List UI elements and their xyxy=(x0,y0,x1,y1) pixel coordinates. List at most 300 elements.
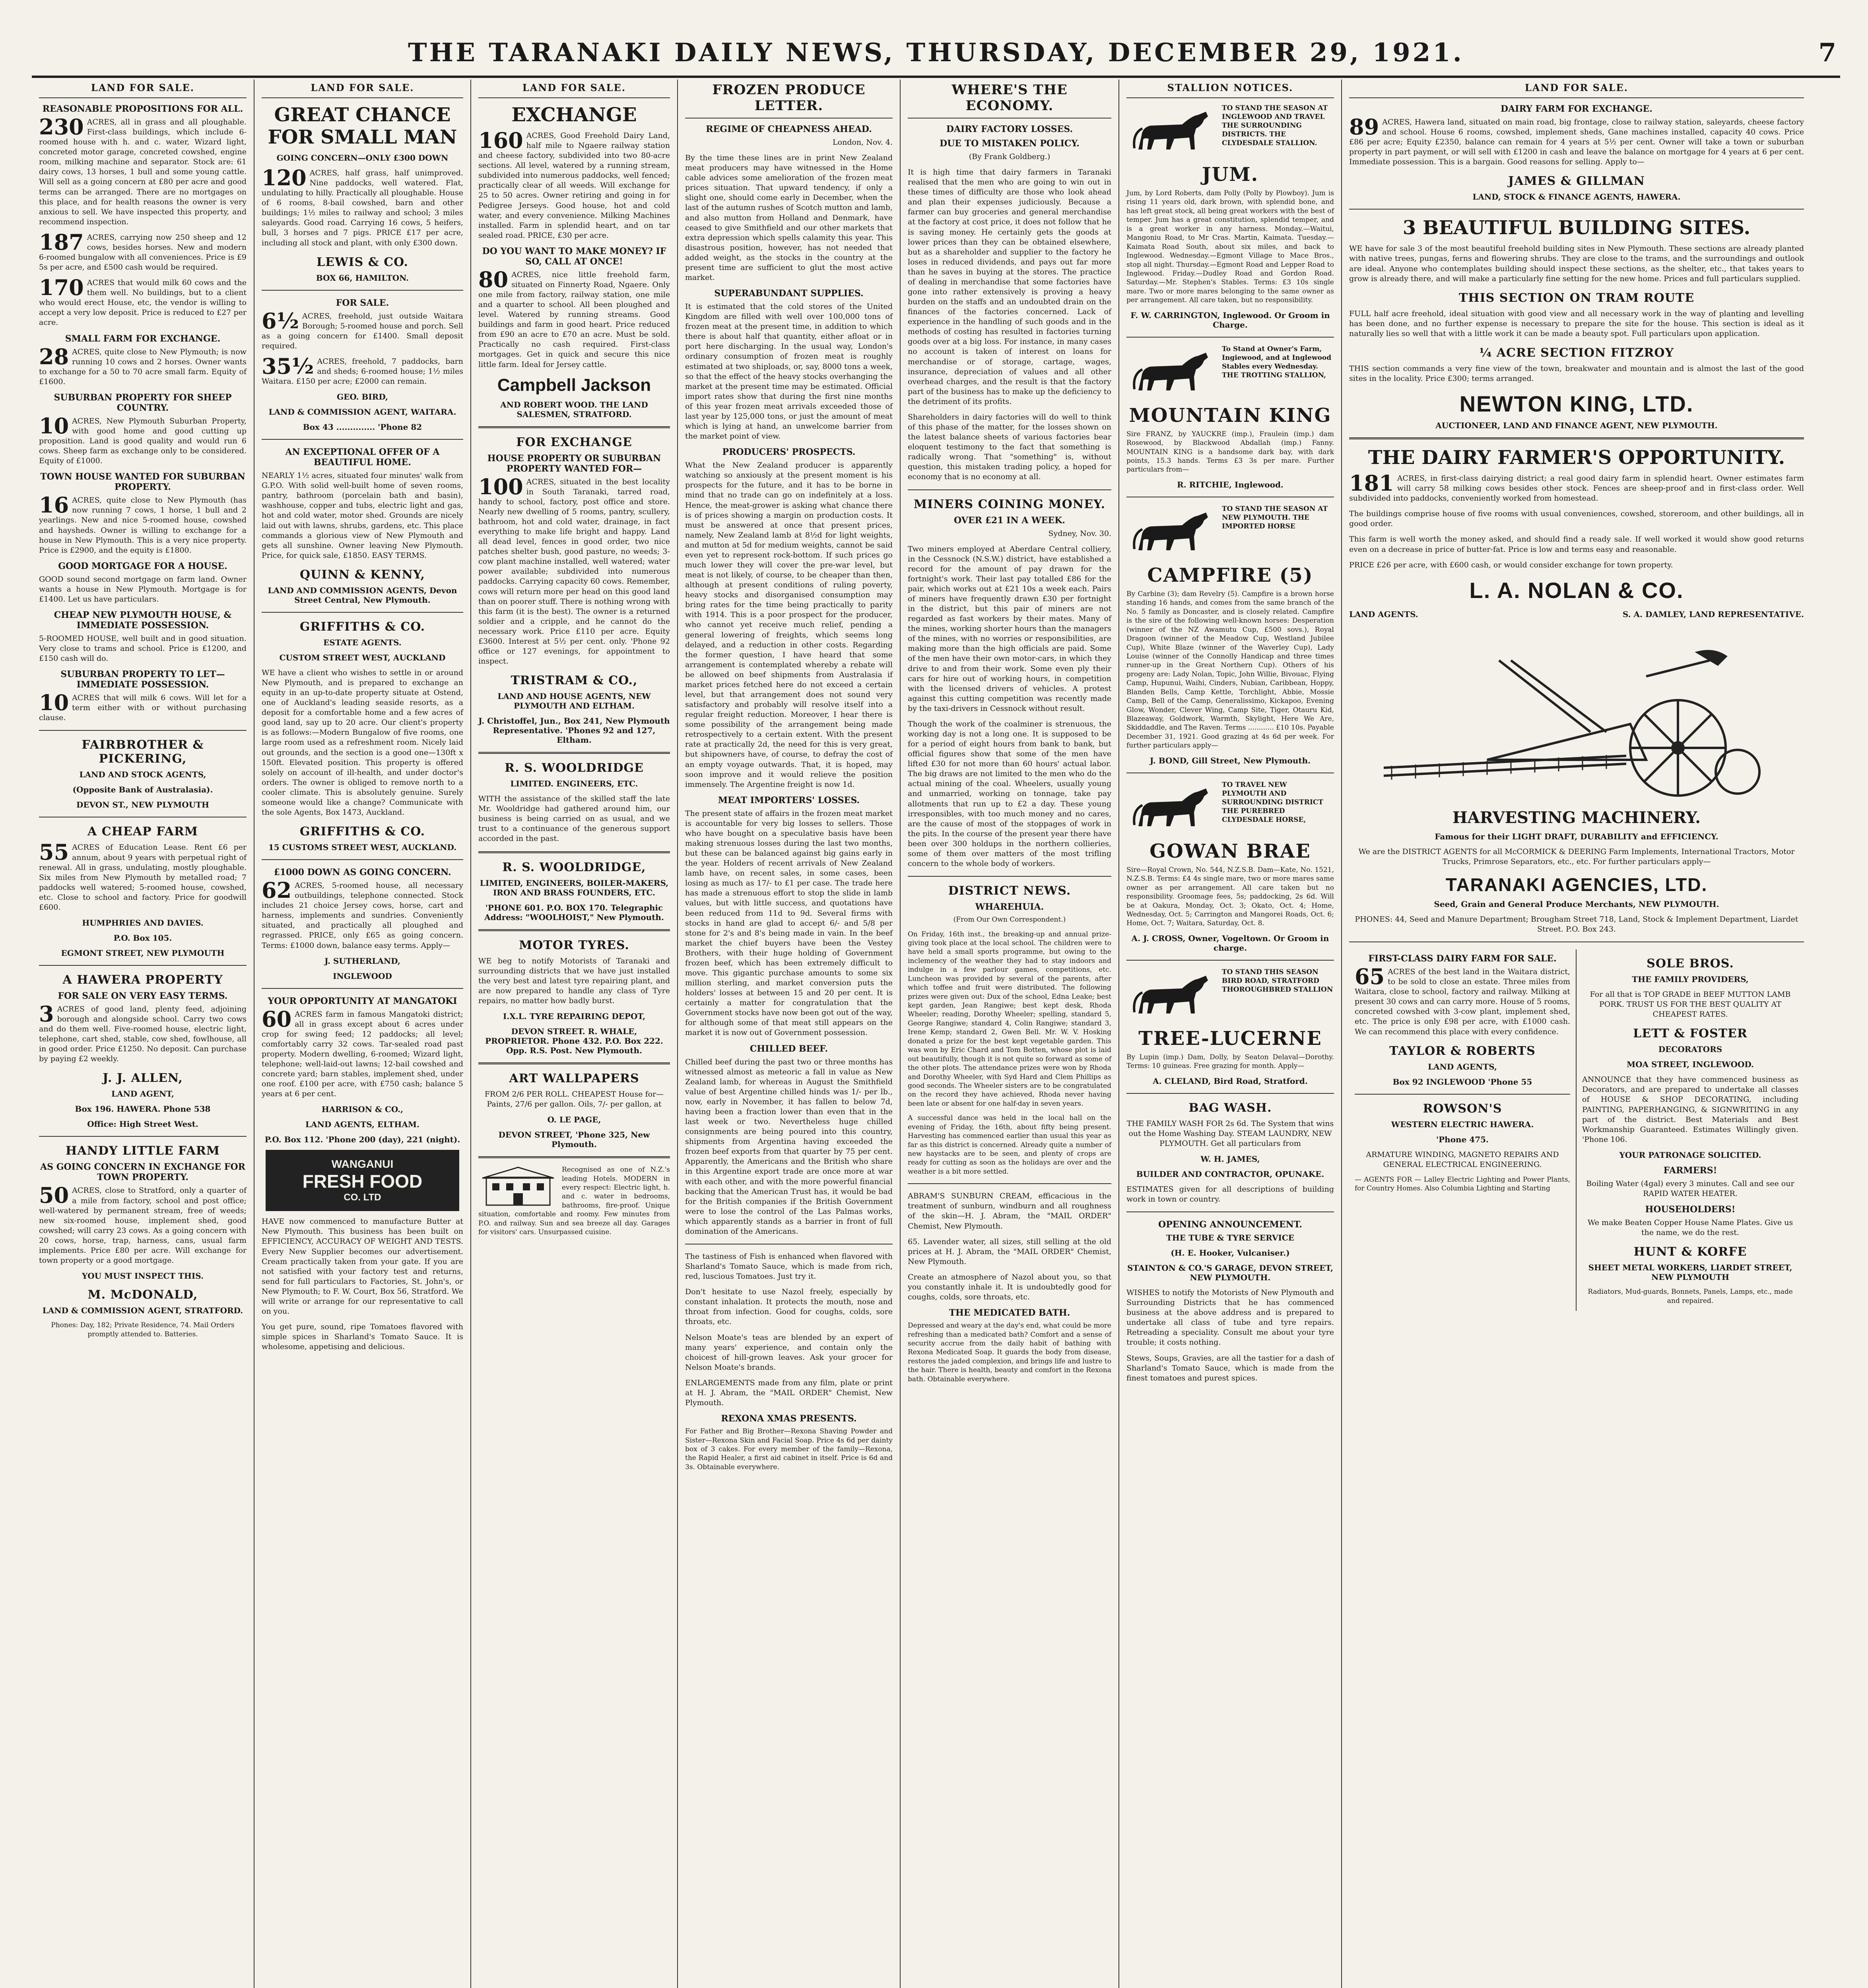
column-2 xyxy=(254,80,471,1988)
logo-line: WANGANUI xyxy=(331,1158,394,1171)
ad-body: For all that is TOP GRADE in BEEF MUTTON LAMB PORK. TRUST US FOR THE BEST QUALITY AT CHEAPEST RATES. xyxy=(1590,990,1791,1019)
firm-name: GRIFFITHS & CO. xyxy=(299,825,425,839)
stallion-notice xyxy=(1126,345,1334,400)
divider xyxy=(478,1156,670,1158)
stallion-name: GOWAN BRAE xyxy=(1150,840,1311,862)
firm-address: STAINTON & CO.'S GARAGE, DEVON STREET, NEW PLYMOUTH. xyxy=(1127,1263,1334,1283)
divider xyxy=(1126,337,1334,338)
ad-heading: GOOD MORTGAGE FOR A HOUSE. xyxy=(58,561,227,571)
ad-body: Boiling Water (4gal) every 3 minutes. Call and see our RAPID WATER HEATER. xyxy=(1586,1179,1794,1198)
ad-text xyxy=(1349,114,1804,167)
ad-body: 65. Lavender water, all sizes, still selling at the old prices at H. J. Abram, the "MAIL ORDER" Chemist, New Plymouth. xyxy=(908,1237,1111,1266)
firm-subtitle: (H. E. Hooker, Vulcaniser.) xyxy=(1171,1248,1290,1258)
ad-heading: SUBURBAN PROPERTY FOR SHEEP COUNTRY. xyxy=(54,392,232,413)
ad-body: ACRES, quite close to New Plymouth (has now running 7 cows, 1 horse, 1 bull and 2 yearlings. New and nice 5-roomed house, cowshed and haysheds. Owner is willing to exchange for a house in New Plymouth. This is a very nice property. Price is £2900, and the equity is £1800. xyxy=(39,496,247,555)
firm-subtitle: S. A. DAMLEY, LAND REPRESENTATIVE. xyxy=(1622,609,1804,619)
column-6 xyxy=(1119,80,1342,1988)
firm-name: R. S. WOOLDRIDGE xyxy=(505,761,644,775)
ad-heading: FOR EXCHANGE xyxy=(516,435,632,449)
stallion-details: By Carbine (3); dam Revelry (5). Campfire is a brown horse standing 16 hands, and comes from the same branch of the No. 5 family as Doncaster, and is closely related. Campfire is the sire of the following well-known horses: Desperation (winner of the NZ Awamutu Cup, £500 sovs.), Royal Dragoon (winner of the Meadow Cup, Westland Jubilee Cup), White Blaze (winner of the Waverley Cup), Lady Louise (winner of the Connolly Handicap and three times runner-up in the Great Northern Cup). Others of his progeny are: Lady Nolan, Topic, John Willie, Bivouac, Flying Camp, Hupunui, Waihi, Cinders, Nubian, Caribbean, Hoppy, Blanden Bells, Camp Kettle, Torchlight, Abbie, Mossie Camp, Bell of the Camp, Generalissimo, Kickapoo, Evening Glow, Wonder, Clever Wing, Camp Site, Tiger, Otauru Kid, Blazeaway, Goldwork, Warmth, Skylight, Here We Are, Skiddaddle, and The Raven. Terms ............ £10 10s. Payable December 31, 1921. Good grazing at 4s 6d per week. For further particulars apply— xyxy=(1126,590,1334,750)
ad-heading: FARMERS! xyxy=(1663,1165,1717,1176)
firm-address: EGMONT STREET, NEW PLYMOUTH xyxy=(61,948,225,958)
firm-name: M. McDONALD, xyxy=(87,1288,198,1302)
ad-body: ACRES, quite close to New Plymouth; is now running 10 cows and 2 horses. Owner wants to exchange for a 50 to 70 acre small farm. Equity of £1600. xyxy=(39,347,247,386)
article-paragraph: On Friday, 16th inst., the breaking-up and annual prize-giving took place at the local school. The children were to have held a small sports programme, but owing to the inclemency of the weather they had to stay indoors and indulge in a few parlour games, competitions, etc. Luncheon was provided by several of the parents, after which toffee and fruit were distributed. The following prizes were given out: Dux of the school, Edna Leake; best kept garden, Jean Rangiwe; best kept desk, Rhoda Wheeler; reading, Dorothy Wheeler; spelling, standard 5, George Rangiwe; standard 4, Colin Rangiwe; standard 3, Irene Kemp; standard 2, Gwen Bell. Mr. W. V. Hosking donated a prize for the best kept vegetable garden. This was won by Eric Chard and Tom Botten, whose plot is laid out beautifully, though it is not quite so forward as some of the other plots. The attendance prizes were won by Rhoda and Dorothy Wheeler, with Syd Hard and Clem Phillips as good seconds. The Wheeler sisters are to be congratulated on the record they have achieved, Rhoda never having been late or absent for one half-day in seven years. xyxy=(908,930,1111,1108)
article-paragraph: By the time these lines are in print New Zealand meat producers may have witnessed in the Home cable advices some amelioration of the frozen meat prices situation. That upward tendency, if only a slight one, should come early in December, when the last of the autumn rushes of Scotch mutton and lamb, and also mutton from Holland and Denmark, have ceased to give Smithfield and our other markets that extra depression which spells calamity this year. This disastrous position, however, has not needed that added weight, as the stocks in the country at the present time are sufficient to glut the most active market. xyxy=(685,153,893,282)
ad-text xyxy=(39,275,247,328)
acreage: 62 xyxy=(262,878,292,903)
ad-body: ACRES, all in grass and all ploughable. First-class buildings, which include 6-roomed house with h. and c. water, Wizard light, concreted motor garage, concreted cowshed, engine room, milking machine and separator. Stock are: 61 dairy cows, 13 horses, 1 bull and some young cattle. Will sell as a going concern at £80 per acre and good terms can be arranged. There are no mortgages on this place, and for health reasons the owner is very anxious to sell. We have inspected this property, and recommend inspection. xyxy=(39,118,247,226)
ad-body: ACRES of good land, plenty feed, adjoining borough and alongside school. Carry two cows and do them well. Five-roomed house, electric light, telephone, cart shed, stable, cow shed, fowlhouse, all in good order. Price £1250. No deposit. Can purchase by paying £2 weekly. xyxy=(39,1004,247,1064)
stallion-name: TREE-LUCERNE xyxy=(1138,1027,1322,1050)
firm-address: Box 196. HAWERA. Phone 538 xyxy=(75,1104,211,1114)
ad-text xyxy=(478,474,670,666)
firm-subtitle: LAND & COMMISSION AGENT, WAITARA. xyxy=(268,407,456,417)
stallion-notice xyxy=(1126,780,1334,836)
ad-text xyxy=(39,229,247,272)
firm-subtitle: LAND, STOCK & FINANCE AGENTS, HAWERA. xyxy=(1472,192,1681,202)
ad-text xyxy=(262,1006,463,1099)
stallion-owner: A. CLELAND, Bird Road, Stratford. xyxy=(1153,1076,1308,1086)
ad-heading: BAG WASH. xyxy=(1188,1101,1272,1115)
stallion-notice xyxy=(1126,505,1334,560)
ad-heading: SUBURBAN PROPERTY TO LET— IMMEDIATE POSSESSION. xyxy=(60,669,225,690)
ad-text xyxy=(39,839,247,912)
firm-address: 'PHONE 601. P.O. BOX 170. Telegraphic Address: "WOOLHOIST," New Plymouth. xyxy=(484,903,664,922)
divider xyxy=(1126,1211,1334,1212)
ad-body: ACRES, carrying now 250 sheep and 12 cows, besides horses. New and modern 6-roomed bungalow with all conveniences. Price is £9 5s per acre, and £500 cash would be required. xyxy=(39,233,247,272)
firm-address: P.O. Box 105. xyxy=(113,933,172,943)
ad-heading: AN EXCEPTIONAL OFFER OF A BEAUTIFUL HOME. xyxy=(285,447,440,468)
ad-body: Don't hesitate to use Nazol freely, especially by constant inhalation. It protects the mouth, nose and throat from infection. Good for coughs, colds, sore throats, etc. xyxy=(685,1287,893,1326)
stallion-details: Jum, by Lord Roberts, dam Polly (Polly by Plowboy). Jum is rising 11 years old, dark brown, with splendid bone, and has left great stock, all being great workers with the best of temper. Jum has a great constitution, splendid temper, and is a great worker in any harness. Monday.—Waitui, Mangoniu Road, to Mr Cras. Martin, Kaimata. Tuesday.—Kaimata Road South, about six miles, and back to Inglewood. Wednesday.—Egmont Village to Mace Bros., stop all night. Thursday.—Egmont Road and Lepper Road to Inglewood. Friday.—Dudley Road and Gordon Road. Saturday.—Mr. Stephen's Stables. Terms: £3 10s single mare. Two or more mares belonging to the same owner as per arrangement. All care taken, but no responsibility. xyxy=(1126,189,1334,305)
stallion-name: CAMPFIRE (5) xyxy=(1147,564,1313,586)
ad-body: ACRES farm in famous Mangatoki district; all in grass except about 6 acres under crop for swing feed; 12 paddocks; all level; comfortably carry 32 cows. Tar-sealed road past property. Modern dwelling, 6-roomed; Wizard light, telephone; well-laid-out lawns; 12-bail cowshed and concrete yard; barn stables, implement shed, under one roof. £100 per acre, with £750 cash; balance 5 years at 6 per cent. xyxy=(262,1010,463,1099)
ad-subheading: HOUSE PROPERTY OR SUBURBAN PROPERTY WANTED FOR— xyxy=(487,453,661,474)
harvester-icon xyxy=(1368,629,1785,804)
acreage: 55 xyxy=(39,839,69,865)
ad-body: Depressed and weary at the day's end, what could be more refreshing than a medicated bath? Comfort and a sense of security accrue from the daily habit of bathing with Rexona Medicated Soap. It guards the body from disease, restores the jaded complexion, and brings life and lustre to the hair. There is health, beauty and comfort in the Rexona bath. Obtainable everywhere. xyxy=(908,1322,1111,1383)
ad-heading: HOUSEHOLDERS! xyxy=(1645,1204,1736,1215)
firm-name: GRIFFITHS & CO. xyxy=(299,619,425,634)
ad-body: ACRES, 5-roomed house, all necessary outbuildings, telephone connected. Stock includes 21 choice Jersey cows, horse, cart and harness, implements and sundries. Conveniently situated, and practically all ploughed and regrassed. PRICE, only £65 as going concern. Terms: £1000 down, balance easy terms. Apply— xyxy=(262,881,463,950)
ad-body: ACRES that will milk 6 cows. Will let for a term either with or without purchasing clause. xyxy=(39,693,247,722)
firm-subtitle: LAND AND STOCK AGENTS, xyxy=(79,770,206,780)
firm-address: P.O. Box 112. 'Phone 200 (day), 221 (night). xyxy=(264,1135,460,1145)
ad-body: You get pure, sound, ripe Tomatoes flavored with simple spices in Sharland's Tomato Sauce. It is wholesome, appetising and delicious. xyxy=(262,1322,463,1351)
byline: (From Our Own Correspondent.) xyxy=(953,916,1066,924)
firm-name: J. J. ALLEN, xyxy=(103,1071,183,1085)
acreage: 65 xyxy=(1355,964,1385,990)
byline: (By Frank Goldberg.) xyxy=(969,152,1051,161)
ad-body: — AGENTS FOR — Lalley Electric Lighting and Power Plants, for Country Homes. Also Columbia Lighting and Starting xyxy=(1355,1175,1570,1193)
ad-body: FULL half acre freehold, ideal situation with good view and all necessary work in the way of planting and levelling has been done, and no further expense is necessary to prepare the site for the house. This section is ideal as it naturally lies so well that with a little work it can be made a beauty spot. Full particulars upon application. xyxy=(1349,309,1804,338)
stallion-caption: TO STAND THIS SEASON BIRD ROAD, STRATFORD THOROUGHBRED STALLION xyxy=(1222,968,1333,994)
divider xyxy=(1126,960,1334,961)
ad-body: ENLARGEMENTS made from any film, plate or print at H. J. Abram, the "MAIL ORDER" Chemist, New Plymouth. xyxy=(685,1378,893,1407)
acreage: 187 xyxy=(39,229,84,255)
ad-heading: OPENING ANNOUNCEMENT. xyxy=(1158,1219,1302,1230)
acreage: 16 xyxy=(39,492,69,518)
ad-heading: DAIRY FARM FOR EXCHANGE. xyxy=(1501,104,1652,114)
divider xyxy=(39,965,247,966)
ad-heading: THE MEDICATED BATH. xyxy=(949,1308,1070,1318)
ad-body: ACRES, freehold, 7 paddocks, barn and sheds; 6-roomed house; 1½ miles Waitara. £150 per acre; £2000 can remain. xyxy=(262,357,463,386)
firm-name: L. A. NOLAN & CO. xyxy=(1469,577,1684,603)
ad-body: ACRES, New Plymouth Suburban Property, with good home and good cutting up proposition. Land is good quality and would run 6 cows. Sheep farm as exchange only to be considered. Equity of £1000. xyxy=(39,416,247,466)
article-subheading: DAIRY FACTORY LOSSES. xyxy=(946,124,1073,134)
wanganui-fresh-food-logo xyxy=(266,1150,459,1211)
ad-body: ACRES, Good Freehold Dairy Land, half mile to Ngaere railway station and cheese factory, subdivided into two 80-acre sections. All level, watered by a running stream, subdivided into numerous paddocks, well fenced; practically clear of all weeds. Will exchange for 25 to 50 acres. Owner retiring and going in for Pedigree Jerseys. Good house, hot and cold water, and every convenience. Milking Machines installed. Farm in splendid heart, and on tar sealed road. PRICE, £30 per acre. xyxy=(478,131,670,240)
stallion-details: Sire FRANZ, by YAUCKRE (imp.), Fraulein (imp.) dam Rosewood, by Blackwood Abdallah (imp.) Fanny. MOUNTAIN KING is a handsome dark bay, with dark points, 15.3 hands. Terms £3 3s per mare. Further particulars from— xyxy=(1126,430,1334,474)
acreage: 80 xyxy=(478,266,509,292)
article-paragraph: Chilled beef during the past two or three months has witnessed almost as meteoric a fall in value as New Zealand lamb, for whereas in August the Smithfield value of best Argentine chilled hinds was 1/- per lb., now, early in November, it has fallen to below 7d, having been a fraction lower than even that in the last week or two. Nevertheless huge chilled consignments are being poured into this country, shipments from Argentina having exceeded the frozen beef exports from that quarter by 75 per cent. Apparently, the Americans and the British who share in this Argentine export trade are once more at war with each other, and with the more powerful financial backing that the American Trust has, it would be bad for the British companies if the British Government were to lose the control of the Las Palmas works, which apparently stands as a barrier in front of full domination of the Americans. xyxy=(685,1057,893,1236)
ad-text xyxy=(39,690,247,723)
firm-name: J. SUTHERLAND, xyxy=(324,956,400,966)
ad-body: Create an atmosphere of Nazol about you, so that you constantly inhale it. It is undoubtedly good for coughs, colds, sore throats, etc. xyxy=(908,1272,1111,1302)
dateline: Sydney, Nov. 30. xyxy=(1048,529,1111,538)
ad-body: Radiators, Mud-guards, Bonnets, Panels, Lamps, etc., made and repaired. xyxy=(1588,1288,1793,1305)
ad-body: ACRES, nice little freehold farm, situated on Finnerty Road, Ngaere. Only one mile from factory, railway station, one mile and a quarter to school. All been ploughed and level. Watered by running streams. Good buildings and farm in good heart. Price reduced from £90 an acre to £70 an acre. Must be sold. Practically no cash required. First-class mortgages. Get in quick and secure this nice little farm. Ideal for Jersey cattle. xyxy=(478,270,670,369)
stallion-caption: TO STAND THE SEASON AT INGLEWOOD AND TRAVEL THE SURROUNDING DISTRICTS. THE CLYDESDALE STALLION. xyxy=(1222,104,1328,148)
article-subheading: WHAREHUIA. xyxy=(975,902,1044,912)
ad-text xyxy=(39,492,247,555)
ad-body: PRICE £26 per acre, with £600 cash, or would consider exchange for town property. xyxy=(1349,560,1673,569)
ad-text xyxy=(1349,470,1804,503)
horse-icon xyxy=(1126,505,1218,560)
article-subheading: REGIME OF CHEAPNESS AHEAD. xyxy=(706,124,872,134)
ad-body: We are the DISTRICT AGENTS for all McCORMICK & DEERING Farm Implements, International Tractors, Motor Trucks, Primrose Separators, etc., etc. For further particulars apply— xyxy=(1358,847,1795,866)
column-5 xyxy=(901,80,1119,1988)
ad-text xyxy=(262,878,463,951)
firm-subtitle: LIMITED. ENGINEERS, ETC. xyxy=(510,779,638,789)
ad-heading: THE DAIRY FARMER'S OPPORTUNITY. xyxy=(1368,447,1785,469)
firm-address: 'Phone 475. xyxy=(1436,1134,1489,1144)
article-paragraph: A successful dance was held in the local hall on the evening of Friday, the 16th, about fifty being present. Harvesting has commenced earlier than usual this year as far as this district is concerned. Already quite a number of new haystacks are to be seen, and plenty of crops are ready for cutting as soon as the holidays are over and the weather is a bit more settled. xyxy=(908,1114,1111,1176)
ad-body: GOOD sound second mortgage on farm land. Owner wants a house in New Plymouth. Mortgage is for £1400. Let us have particulars. xyxy=(39,575,247,604)
masthead-title: THE TARANAKI DAILY NEWS, THURSDAY, DECEMBER 29, 1921. xyxy=(408,38,1464,68)
acreage: 181 xyxy=(1349,470,1394,496)
ad-heading: ART WALLPAPERS xyxy=(509,1071,639,1085)
firm-subtitle: LIMITED, ENGINEERS, BOILER-MAKERS, IRON AND BRASS FOUNDERS, ETC. xyxy=(480,878,669,897)
divider xyxy=(262,290,463,291)
ad-heading: SMALL FARM FOR EXCHANGE. xyxy=(65,333,221,344)
firm-subtitle: DECORATORS xyxy=(1658,1044,1722,1054)
acreage: 160 xyxy=(478,128,523,153)
stallion-notice xyxy=(1126,968,1334,1023)
ad-body: We make Beaten Copper House Name Plates. Give us the name, we do the rest. xyxy=(1587,1218,1793,1237)
ad-heading: GREAT CHANCE FOR SMALL MAN xyxy=(268,104,457,148)
ad-heading: HARVESTING MACHINERY. xyxy=(1452,808,1701,827)
ad-body: Nelson Moate's teas are blended by an expert of many years' experience, and contain only the choicest of hill-grown leaves. Ask your grocer for Nelson Moate's brands. xyxy=(685,1333,893,1372)
firm-name: SOLE BROS. xyxy=(1647,957,1734,971)
ad-body: ARMATURE WINDING, MAGNETO REPAIRS AND GENERAL ELECTRICAL ENGINEERING. xyxy=(1366,1150,1559,1169)
divider xyxy=(39,1136,247,1137)
column-header: LAND FOR SALE. xyxy=(39,80,247,98)
divider xyxy=(478,929,670,931)
stallion-name: JUM. xyxy=(1202,163,1259,186)
firm-address: Box 92 INGLEWOOD 'Phone 55 xyxy=(1392,1077,1532,1087)
masthead xyxy=(32,24,1840,78)
article-subheading: SUPERABUNDANT SUPPLIES. xyxy=(714,288,864,299)
article-paragraph: Two miners employed at Aberdare Central colliery, in the Cessnock (N.S.W.) district, have established a record for the amount of pay drawn for the fortnight's work. Their last pay totalled £86 for the pair, which works out at £21 10s a week each. Pairs of miners have frequently drawn £30 per fortnight in the district, but this pair of miners are not regarded as fast workers by their mates. Many of the mines, working shorter hours than the managers of the mines, with no worries or responsibilities, are making more than the high officials are paid. Some of the men have their own motor-cars, in which they drive to and from their work. Some even ply their cars for hire out of working hours, in competition with the licensed drivers of vehicles. A protest against this cutting competition was recently made by the taxi-drivers in Cessnock without result. xyxy=(908,544,1111,713)
article-headline: WHERE'S THE ECONOMY. xyxy=(908,80,1111,118)
subcolumns xyxy=(1349,949,1804,1311)
firm-name: R. S. WOOLDRIDGE, xyxy=(502,860,646,874)
firm-name: HUMPHRIES AND DAVIES. xyxy=(82,918,204,928)
ad-body: ACRES, half grass, half unimproved. Nine paddocks, well watered. Flat, undulating to hilly. Practically all ploughable. House of 6 rooms, 8-bail cowshed, barn and other buildings; 1½ miles to railway and school; 3 miles saleyards. Good road. Carrying 16 cows, 5 heifers, bull, 3 horses and 7 pigs. PRICE £17 per acre, including all stock and plant, with only £300 down. xyxy=(262,169,463,247)
firm-name: HUNT & KORFE xyxy=(1633,1245,1747,1259)
firm-address: J. Christoffel, Jun., Box 241, New Plymouth Representative. 'Phones 92 and 127, Eltham. xyxy=(478,716,670,745)
ad-text xyxy=(478,266,670,370)
article-subheading: PRODUCERS' PROSPECTS. xyxy=(722,447,856,458)
firm-address: CUSTOM STREET WEST, AUCKLAND xyxy=(279,652,446,662)
divider xyxy=(1355,1094,1570,1095)
ad-body: ACRES, Hawera land, situated on main road, big frontage, close to railway station, saleyards, cheese factory and school. House 6 rooms, cowshed, implement sheds, Gane machines installed, capacity 40 cows. Price £86 per acre; Equity £2350, balance can remain for 4 years at 5½ per cent. Owner will take a town or suburban property in part payment, or will sell with £1200 in cash and leave the balance on mortgage for 4 years at 6 per cent. Immediate possession. This is a bargain. Good reasons for selling. Apply to— xyxy=(1349,118,1804,167)
firm-subtitle: AUCTIONEER, LAND AND FINANCE AGENT, NEW PLYMOUTH. xyxy=(1435,421,1718,431)
firm-name: GEO. BIRD, xyxy=(337,392,388,402)
ad-note: YOU MUST INSPECT THIS. xyxy=(82,1271,204,1281)
stallion-details: By Lupin (imp.) Dam, Dolly, by Seaton Delaval—Dorothy. Terms: 10 guineas. Free grazing for month. Apply— xyxy=(1126,1053,1334,1070)
column-header: LAND FOR SALE. xyxy=(478,80,670,98)
ad-subheading: Famous for their LIGHT DRAFT, DURABILITY and EFFICIENCY. xyxy=(1435,831,1718,841)
article-paragraph: What the New Zealand producer is apparently watching so anxiously at the present moment is his prospects for the future, and it has to be borne in mind that no trade can go on indefinitely at a loss. Hence, the meat-grower is asking what chance there is of prices showing a margin on production costs. It must be answered at once that present prices, namely, New Zealand lamb at 8½d for light weights, and mutton at 5d for medium weights, cannot be said even yet to represent rock-bottom. If such prices go much lower they will cover the pre-war level, but meat is not likely, of course, to be cheaper than then, although at present conditions of ruling poverty, heavy stocks and disorganised consumption may bring rates for the time being practically to parity with 1914. This is a poor prospect for the producer, who cannot yet receive much relief, pending a general lowering of freights, which seems long delayed, and a reduction in other costs. Regarding the former question, I have heard that some arrangement is contemplated whereby a rebate will be allowed on beef shipments from Australasia if market prices fetched here do not exceed a certain level, but that arrangement does not sound very satisfactory and probably will resolve itself into a regular freight reduction. Moreover, I hear there is some possibility of the arrangement being made retrospectively to a certain extent. With the present rate at practically 2d, the need for this is very great, but shipowners have, of course, to defray the cost of an empty voyage outwards. That, it is hoped, may soon improve and it would relieve the position immensely. The Argentine freight is now 1d. xyxy=(685,461,893,789)
logo-line: FRESH FOOD xyxy=(302,1171,423,1192)
stallion-caption: TO TRAVEL NEW PLYMOUTH AND SURROUNDING DISTRICT THE PUREBRED CLYDESDALE HORSE, xyxy=(1222,780,1324,824)
column-4 xyxy=(678,80,901,1988)
ad-text xyxy=(262,353,463,386)
ad-body: Recognised as one of N.Z.'s leading Hotels. MODERN in every respect: Electric light, h. and c. water in bedrooms, bathrooms, fire-proof. Unique situation, comfortable and roomy. Few minutes from P.O. and railway. Sun and sea breeze all day. Garages for visitors' cars. Unsurpassed cuisine. xyxy=(478,1166,670,1237)
firm-name: TAYLOR & ROBERTS xyxy=(1389,1044,1536,1058)
ad-text xyxy=(1355,964,1570,1037)
firm-subtitle: AND ROBERT WOOD. THE LAND SALESMEN, STRATFORD. xyxy=(500,400,648,419)
firm-subtitle: Seed, Grain and General Produce Merchants, NEW PLYMOUTH. xyxy=(1434,899,1719,909)
acreage: 230 xyxy=(39,114,84,140)
ad-body: FROM 2/6 PER ROLL. CHEAPEST House for— Paints, 27/6 per gallon. Oils, 7/- per gallon, at xyxy=(484,1089,664,1109)
column-header: LAND FOR SALE. xyxy=(262,80,463,98)
article-paragraph: It is estimated that the cold stores of the United Kingdom are filled with well over 100,000 tons of frozen meat at the present time, in addition to which there is about half that quantity, either afloat or in port here discharging. In the usual way, London's ordinary consumption of frozen meat is roughly estimated at two shiploads, or, say, 8000 tons a week, so that the effect of the heavy stocks overhanging the market at the present time may be estimated. Official import rates show that during the first nine months of this year frozen meat arrivals exceeded those of last year by 125,000 tons, or just the amount of meat which is lying at hand, an unwelcome barrier from the market point of view. xyxy=(685,302,893,441)
divider xyxy=(908,489,1111,490)
firm-address: INGLEWOOD xyxy=(333,971,392,981)
ad-heading: DO YOU WANT TO MAKE MONEY? IF SO, CALL AT ONCE! xyxy=(482,246,666,267)
ad-heading: ¼ ACRE SECTION FITZROY xyxy=(1479,346,1674,360)
ad-heading: REASONABLE PROPOSITIONS FOR ALL. xyxy=(42,104,243,114)
firm-subtitle: LAND AGENTS, xyxy=(1428,1062,1497,1072)
firm-subtitle: LAND AGENTS, ELTHAM. xyxy=(305,1120,419,1130)
divider xyxy=(262,439,463,440)
subcolumn-right xyxy=(1577,949,1804,1311)
firm-subtitle: THE FAMILY PROVIDERS, xyxy=(1632,975,1749,984)
firm-name: QUINN & KENNY, xyxy=(300,567,425,582)
firm-name: JAMES & GILLMAN xyxy=(1508,174,1645,188)
article-headline: FROZEN PRODUCE LETTER. xyxy=(685,80,893,118)
stallion-owner: F. W. CARRINGTON, Inglewood. Or Groom in Charge. xyxy=(1130,310,1330,330)
firm-address: BOX 66, HAMILTON. xyxy=(316,273,409,283)
stallion-name: MOUNTAIN KING xyxy=(1129,404,1332,427)
firm-name: LETT & FOSTER xyxy=(1633,1027,1748,1041)
ad-heading: HANDY LITTLE FARM xyxy=(66,1144,220,1158)
article-subheading: CHILLED BEEF. xyxy=(750,1043,828,1054)
ad-heading: 3 BEAUTIFUL BUILDING SITES. xyxy=(1402,217,1751,239)
firm-name: W. H. JAMES, xyxy=(1200,1154,1260,1164)
divider xyxy=(1349,209,1804,210)
firm-subtitle: SHEET METAL WORKERS, LIARDET STREET, NEW PLYMOUTH xyxy=(1588,1263,1792,1282)
ad-text xyxy=(39,413,247,466)
stallion-owner: J. BOND, Gill Street, New Plymouth. xyxy=(1150,755,1311,765)
ad-body: WITH the assistance of the skilled staff the late Mr. Wooldridge had gathered around him, our business is being carried on as usual, and we trust to a continuance of the generous support accorded in the past. xyxy=(478,794,670,843)
ad-heading: FOR SALE. xyxy=(336,297,389,308)
firm-address: 15 CUSTOMS STREET WEST, AUCKLAND. xyxy=(268,843,457,852)
ad-heading: A CHEAP FARM xyxy=(87,825,198,839)
firm-name: TRISTRAM & CO., xyxy=(511,674,638,688)
columns xyxy=(32,80,1840,1988)
ad-body: ABRAM'S SUNBURN CREAM, efficacious in the treatment of sunburn, windburn and all roughness of the skin—H. J. Abram, the "MAIL ORDER" Chemist, New Plymouth. xyxy=(908,1192,1111,1231)
ad-heading: CHEAP NEW PLYMOUTH HOUSE, & IMMEDIATE POSSESSION. xyxy=(54,610,232,631)
ad-text xyxy=(39,344,247,387)
ad-text xyxy=(262,165,463,248)
ad-subheading: AS GOING CONCERN IN EXCHANGE FOR TOWN PROPERTY. xyxy=(40,1162,245,1183)
divider xyxy=(262,612,463,613)
stallion-notice xyxy=(1126,104,1334,159)
divider xyxy=(908,1183,1111,1184)
firm-name: NEWTON KING, LTD. xyxy=(1459,391,1694,417)
firm-name: I.X.L. TYRE REPAIRING DEPOT, xyxy=(503,1011,646,1021)
ad-body: ACRES, close to Stratford, only a quarter of a mile from factory, school and post office; well-watered by permanent stream, free of weeds; new six-roomed house, implement shed, good cowshed; will carry 23 cows. As a going concern with 20 cows, horse, trap, harness, cans, usual farm implements. Price £80 per acre. Will exchange for town property or a good mortgage. xyxy=(39,1186,247,1265)
firm-address: DEVON STREET. R. WHALE, PROPRIETOR. Phone 432. P.O. Box 222. Opp. R.S. Post. New Plymouth. xyxy=(485,1026,663,1055)
ad-text xyxy=(39,1001,247,1064)
ad-body: Stews, Soups, Gravies, are all the tastier for a dash of Sharland's Tomato Sauce, which is made from the finest tomatoes and purest spices. xyxy=(1126,1353,1334,1382)
ad-body: ESTIMATES given for all descriptions of building work in town or country. xyxy=(1126,1184,1334,1204)
firm-subtitle: WESTERN ELECTRIC HAWERA. xyxy=(1391,1119,1534,1129)
firm-subtitle: LAND & COMMISSION AGENT, STRATFORD. xyxy=(42,1306,243,1316)
ad-heading: REXONA XMAS PRESENTS. xyxy=(721,1413,857,1424)
firm-name: FAIRBROTHER & PICKERING, xyxy=(82,738,204,766)
acreage: 50 xyxy=(39,1182,69,1208)
divider xyxy=(262,859,463,860)
firm-subtitle: LAND AGENTS. xyxy=(1349,609,1418,619)
logo-line: CO. LTD xyxy=(344,1192,381,1203)
ad-body: THIS section commands a very fine view of the town, breakwater and mountain and is almost the last of the good sites in the locality. Price £300; terms arranged. xyxy=(1349,364,1804,383)
stallion-owner: A. J. CROSS, Owner, Vogeltown. Or Groom in charge. xyxy=(1131,933,1329,953)
firm-subtitle: LAND AND COMMISSION AGENTS, Devon Street Central, New Plymouth. xyxy=(268,585,457,605)
ad-heading: EXCHANGE xyxy=(511,104,637,126)
firm-footer xyxy=(1349,607,1804,625)
acreage: 10 xyxy=(39,690,69,716)
ad-heading: TOWN HOUSE WANTED FOR SUBURBAN PROPERTY. xyxy=(40,472,245,493)
ad-text xyxy=(39,114,247,227)
stallion-owner: R. RITCHIE, Inglewood. xyxy=(1177,480,1284,489)
column-header: STALLION NOTICES. xyxy=(1126,80,1334,98)
divider xyxy=(1349,437,1804,439)
ad-body: WE have for sale 3 of the most beautiful freehold building sites in New Plymouth. These sections are already planted with native trees, pungas, ferns and flowering shrubs. They are close to the trams, and the surroundings and outlook are ideal. Anyone who contemplates building should inspect these sections, as the shelter, etc., that takes years to grow is already there, and will make a particularly fine setting for the new home. Prices and full particulars supplied. xyxy=(1349,244,1804,283)
acreage: 35½ xyxy=(262,353,314,379)
ad-body: The tastiness of Fish is enhanced when flavored with Sharland's Tomato Sauce, which is made from rich, red, luscious Tomatoes. Just try it. xyxy=(685,1252,893,1281)
firm-name: ROWSON'S xyxy=(1423,1101,1502,1116)
article-paragraph: The present state of affairs in the frozen meat market is accountable for very big losses to sellers. Those who have bought on a speculative basis have been making strenuous losses during the last two months, but these can be balanced against big gains early in the year. Holders of recent arrivals of New Zealand lamb have, on recent sales, in some cases, been losing as much as 17/- to £1 per case. The trade here has made a strenuous effort to stop the slide in lamb values, but with little success, and quotations have been reduced from 11d to 9d. Several firms with stocks in hand are glad to accept 6/- and 5/8 per stone for 2's and 8's being made in vain. In the beef market the chief buyers have been the Vestey Brothers, with their huge holding of Government frozen beef, which has been extremely difficult to move. This gigantic purchase amounts to some six million sterling, and market conversion puts the holders' losses at between 15 and 20 per cent. It is certainly a matter for congratulation that the Government stocks have now been got out of the way, for although some of that meat still appears on the market it is now out of Government possession. xyxy=(685,809,893,1037)
horse-icon xyxy=(1126,345,1218,400)
ad-body: ACRES that would milk 60 cows and the them well. No buildings, but to a client who would erect House, etc, the vendor is willing to accept a very low deposit. Price is reduced to £27 per acre. xyxy=(39,278,247,327)
page-number: 7 xyxy=(1818,38,1836,68)
hotel-icon xyxy=(478,1165,558,1209)
column-1 xyxy=(32,80,254,1988)
firm-address: (Opposite Bank of Australasia). xyxy=(72,785,213,795)
firm-subtitle: LAND AND HOUSE AGENTS, NEW PLYMOUTH AND ELTHAM. xyxy=(497,691,651,711)
ad-subheading: FOR SALE ON VERY EASY TERMS. xyxy=(58,990,228,1001)
firm-name: THE TUBE & TYRE SERVICE xyxy=(1166,1233,1295,1243)
firm-name: O. LE PAGE, xyxy=(547,1115,601,1125)
article-subheading: DUE TO MISTAKEN POLICY. xyxy=(940,138,1080,149)
horse-icon xyxy=(1126,968,1218,1023)
firm-address: DEVON ST., NEW PLYMOUTH xyxy=(76,800,209,810)
firm-name: TARANAKI AGENCIES, LTD. xyxy=(1445,874,1708,895)
firm-name: HARRISON & CO., xyxy=(321,1105,404,1114)
divider xyxy=(262,988,463,989)
acreage: 60 xyxy=(262,1006,292,1032)
ad-heading: MOTOR TYRES. xyxy=(519,938,629,952)
ad-body: WE have a client who wishes to settle in or around New Plymouth, and is prepared to exchange an equity in an up-to-date property situate at Ostend, one of Auckland's leading seaside resorts, as a deposit for a comfortable home and a few acres of good land, say up to 20 acre. Our client's property is as follows:—Modern Bungalow of five rooms, one large room used as a refreshment room. Nicely laid out grounds, and the section is a good one—130ft x 150ft. Elevated position. This property is offered solely on account of ill-health, and under doctor's orders. The owner is obliged to remove north to a cooler climate. This is absolutely genuine. Surely someone would like a change? Communicate with the sole Agents, Box 1473, Auckland. xyxy=(262,668,463,817)
ad-heading: £1000 DOWN AS GOING CONCERN. xyxy=(274,867,451,878)
column-3 xyxy=(471,80,678,1988)
ad-subheading: GOING CONCERN—ONLY £300 DOWN xyxy=(276,153,449,163)
ad-body: 5-ROOMED HOUSE, well built and in good situation. Very close to trams and school. Price is £1200, and £150 cash will do. xyxy=(39,634,247,663)
firm-address: MOA STREET, INGLEWOOD. xyxy=(1626,1060,1754,1070)
horse-icon xyxy=(1126,104,1218,159)
column-7 xyxy=(1342,80,1811,1988)
acreage: 28 xyxy=(39,344,69,369)
column-header: LAND FOR SALE. xyxy=(1349,80,1804,98)
ad-body: WE beg to notify Motorists of Taranaki and surrounding districts that we have just installed the very best and latest tyre repairing plant, and are now prepared to handle any class of Tyre repairs, no matter how badly burst. xyxy=(478,956,670,1005)
ad-body: NEARLY 1½ acres, situated four minutes' walk from G.P.O. With solid well-built home of seven rooms, pantry, bathroom (porcelain bath and basin), washhouse, copper and tubs, electric light and gas, hot and cold water, motor shed. Grounds are nicely laid out with lawns, shrubs, gardens, etc. This place commands a glorious view of New Plymouth and gets all sunshine. Owner leaving New Plymouth. Price, for quick sale, £1850. EASY TERMS. xyxy=(262,471,463,560)
ad-note: YOUR PATRONAGE SOLICITED. xyxy=(1619,1150,1761,1160)
divider xyxy=(478,851,670,853)
ad-body: THE FAMILY WASH FOR 2s 6d. The System that wins out the Home Washing Day. STEAM LAUNDRY, NEW PLYMOUTH. Get all particulars from xyxy=(1126,1119,1334,1148)
dateline: London, Nov. 4. xyxy=(833,138,893,147)
stallion-caption: To Stand at Owner's Farm, Ingiewood, and at Inglewood Stables every Wednesday. THE TROTTING STALLION, xyxy=(1222,345,1332,379)
article-subheading: OVER £21 IN A WEEK. xyxy=(954,515,1065,526)
acreage: 89 xyxy=(1349,114,1379,140)
ad-body: For Father and Big Brother—Rexona Shaving Powder and Sister—Rexona Skin and Facial Soap. Price 4s 6d per dainty box of 3 cakes. For every member of the family—Rexona, the Rapid Healer, a first aid cabinet in itself. Price is 6d and 3s. Obtainable everywhere. xyxy=(685,1427,893,1471)
article-headline: DISTRICT NEWS. xyxy=(948,884,1071,898)
ad-heading: A HAWERA PROPERTY xyxy=(62,973,223,987)
ad-body: ANNOUNCE that they have commenced business as Decorators, and are prepared to undertake all classes of HOUSE & SHOP DECORATING, including PAINTING, PAPERHANGING, & SIGNWRITING in any part of the district. Best Materials and Best Workmanship Guaranteed. Estimates Willingly given. 'Phone 106. xyxy=(1582,1075,1798,1144)
acreage: 10 xyxy=(39,413,69,439)
ad-heading: FIRST-CLASS DAIRY FARM FOR SALE. xyxy=(1368,953,1557,964)
divider xyxy=(1126,1093,1334,1094)
acreage: 3 xyxy=(39,1001,54,1027)
firm-name: Campbell Jackson xyxy=(497,375,651,395)
acreage: 170 xyxy=(39,275,84,301)
firm-address: Phones: Day, 182; Private Residence, 74. Mail Orders promptly attended to. Batteries. xyxy=(51,1321,235,1338)
divider xyxy=(478,1062,670,1064)
acreage: 120 xyxy=(262,165,307,190)
ad-body: ACRES of the best land in the Waitara district, to be sold to close an estate. Three miles from Waitara, close to school, factory and railway. Milking at present 30 cows and can carry more. House of 5 rooms, concreted cowshed with 3-cow plant, implement shed, etc. The price is only £98 per acre, with £1000 cash. We can recommend this place with every confidence. xyxy=(1355,967,1570,1036)
subcolumn-left xyxy=(1349,949,1577,1311)
harvester-illustration xyxy=(1349,629,1804,804)
ad-body: ACRES, in first-class dairying district; a real good dairy farm in splendid heart. Owner estimates farm will carry 58 milking cows besides other stock. Fences are sheep-proof and in first-class order. Well subdivided into paddocks, conveniently worked from homestead. xyxy=(1349,474,1804,503)
ad-text xyxy=(39,1182,247,1266)
horse-icon xyxy=(1126,780,1218,836)
stallion-caption: TO STAND THE SEASON AT NEW PLYMOUTH. THE IMPORTED HORSE xyxy=(1222,505,1328,531)
ad-text xyxy=(478,128,670,241)
divider xyxy=(478,426,670,428)
ad-text xyxy=(262,308,463,351)
ad-body: The buildings comprise house of five rooms with usual conveniences, cowshed, storeroom, and other buildings, all in good order. xyxy=(1349,509,1804,528)
stallion-details: Sire—Royal Crown, No. 544, N.Z.S.B. Dam—Kate, No. 1521, N.Z.S.B. Terms: £4 4s single mare, two or more mares same owner as per arrangement. All care taken but no responsibility. Groomage fees, 5s; paddocking, 2s 6d. Will be at Oakura, Monday, Oct. 3; Okato, Oct. 4; Home, Wednesday, Oct. 5; Carrington and Mangorei Roads, Oct. 6; Home, Oct. 7; Waitara, Saturday, Oct. 8. xyxy=(1126,866,1334,928)
article-subheading: MEAT IMPORTERS' LOSSES. xyxy=(718,795,860,806)
firm-name: LEWIS & CO. xyxy=(316,255,409,269)
ad-heading: YOUR OPPORTUNITY AT MANGATOKI xyxy=(268,996,457,1006)
article-paragraph: It is high time that dairy farmers in Taranaki realised that the men who are going to win out in these times of difficulty are those who look ahead and plan their expenses judiciously. Because a farmer can buy groceries and general merchandise at the factory at cost price, it does not follow that he is saving money. He certainly gets the goods at lower prices than they can be obtained elsewhere, but as a shareholder and supplier to the factory he loses in reduced dividends, and pays out far more than he saves in buying at the stores. The practice of dealing in merchandise that some factories have gone into rather extensively is proving a heavy burden on the staffs and an undoubted drain on the finances of the factories concerned. Lack of experience in the handling of such goods and in the methods of costing has resulted in factories turning goods over at a big loss. For instance, in many cases no account is taken of interest on loans for merchandise or of storage, cartage, wages, insurance, depreciation of values and all other overhead charges, and the result is that the factory part of the business has to make up the deficiency to the detriment of its profits. xyxy=(908,168,1111,406)
